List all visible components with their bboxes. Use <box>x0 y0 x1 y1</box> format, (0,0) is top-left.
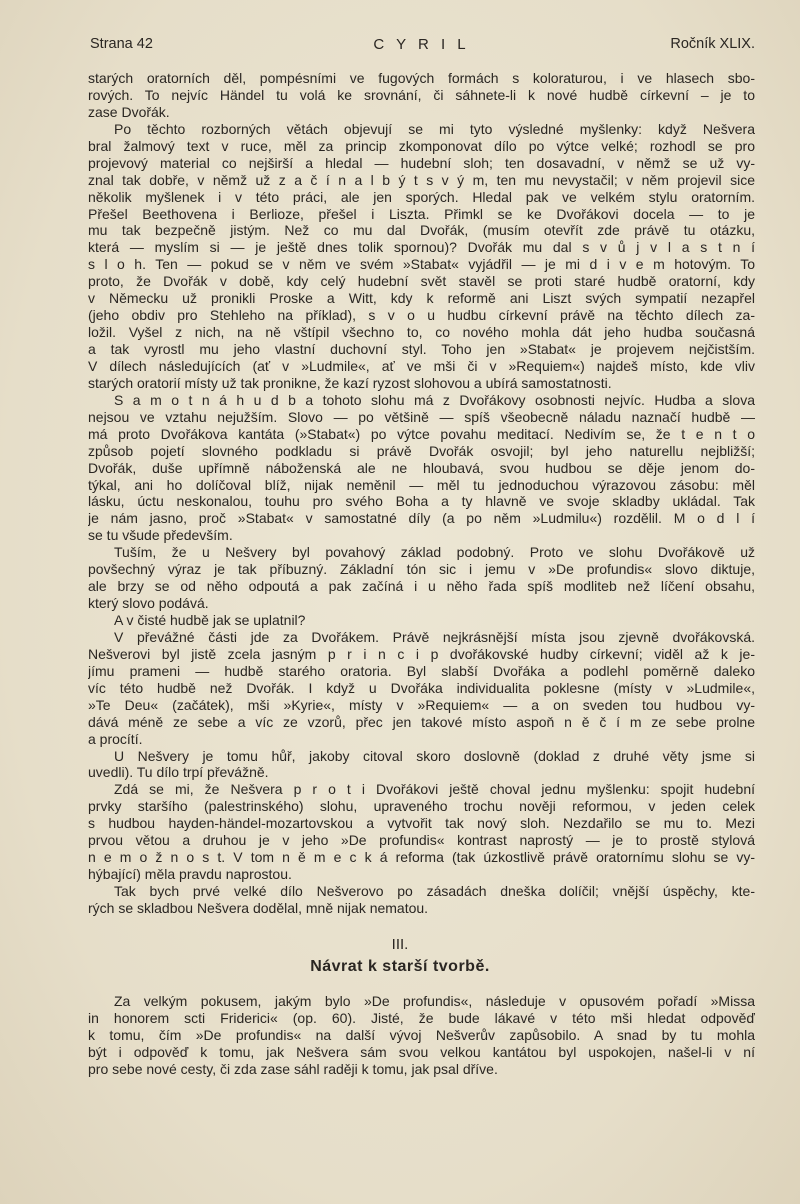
text-line: s l o h. Ten — pokud se v něm ve svém »Stabat« vyjádřil — je mi d i v e m hotovým. To <box>88 256 755 273</box>
text-line: Zdá se mi, že Nešvera p r o t i Dvořákovi ještě choval jednu myšlenku: spojit hudební <box>114 781 755 798</box>
text-line: Po těchto rozborných větách objevují se mi tyto výsledné myšlenky: když Nešvera <box>114 120 755 137</box>
text-line: V převážné části jde za Dvořákem. Právě nejkrásnější místa jsou zjevně dvořákovská. <box>114 628 755 645</box>
text-line: je nám jasno, proč »Stabat« v samostatné díly (a po něm »Ludmilu«) rozdělil. M o d l í <box>88 510 755 527</box>
text-line: Dvořák, duše upřímně náboženská ale ne hloubavá, svou hudbou se děje jenom do- <box>88 459 755 476</box>
text-line: dává méně ze sebe a víc ze vzorů, přec jen takové místo aspoň n ě č í m ze sebe prolne <box>88 713 755 730</box>
paragraph <box>88 544 755 612</box>
text-line: v Německu už pronikli Proske a Witt, kdy k reformě ani Liszt svých sympatií nezapřel <box>88 290 755 307</box>
text-line: starých oratorií místy už tak pronikne, že kazí ryzost slohovou a ubírá samostatnosti. <box>88 374 612 391</box>
text-line: a tak vyrostl mu jeho vlastní duchovní styl. Toho jen »Stabat« je projevem nejčistším. <box>88 341 755 357</box>
text-line: rových. To nejvíc Händel tu volá ke srovnání, či sáhnete-li k nové hudbě církevní – je to <box>88 86 755 103</box>
text-line: pro sebe nové cesty, či zda zase sáhl raději k tomu, jak psal dříve. <box>88 1060 498 1077</box>
text-line: způsob pojetí slovného podkladu si právě Dvořák osvojil; byl jeho naturellu nejbližší; <box>88 442 755 459</box>
paragraph <box>88 612 755 629</box>
text-line: lásku, úctu neskonalou, touhu pro svého Boha a ty hlavně ve svoje skladby ukládal. Tak <box>88 493 755 510</box>
text-line: Tak bych prvé velké dílo Nešverovo po zásadách dneška dolíčil; vnější úspěchy, kte- <box>114 883 755 899</box>
text-line: U Nešvery je tomu hůř, jakoby citoval skoro doslovně (doklad z druhé věty jsme si <box>114 747 755 764</box>
text-line: k tomu, čím »De profundis« na další vývoj Nešverův zapůsobilo. A snad by tu mohla <box>88 1026 755 1043</box>
text-line: A v čisté hudbě jak se uplatnil? <box>114 612 306 628</box>
running-header <box>88 36 755 56</box>
body-text-top <box>88 70 755 917</box>
text-line: rých se skladbou Nešvera dodělal, mně nijak nematou. <box>88 899 429 916</box>
paragraph <box>88 70 755 121</box>
text-line: jímu prameni — hudbě starého oratoria. Byl slabší Dvořáka a podlehl poměrně daleko <box>88 662 755 679</box>
volume-label: Ročník XLIX. <box>670 36 755 52</box>
text-line: která — myslím si — je ještě dnes tolik spornou)? Dvořák mu dal s v ů j v l a s t n í <box>88 239 755 256</box>
text-line: bral žalmový text v ruce, měl za princip zkomponovat dílo po výtce velké; rozhodl se pro <box>88 137 755 154</box>
text-line: n e m o ž n o s t. V tom n ě m e c k á reforma (tak úzkostlivě právě oratornímu slohu se vy- <box>88 849 755 866</box>
text-line: hýbající) měla pravdu naprostou. <box>88 866 292 883</box>
text-line: starých oratorních děl, pompésními ve fugových formách s koloraturou, i ve hlasech sbo- <box>88 70 755 86</box>
paragraph <box>88 121 755 392</box>
text-line: Za velkým pokusem, jakým bylo »De profundis«, následuje v opusovém pořadí »Missa <box>114 993 755 1009</box>
text-line: Nešverovi byl jistě zcela jasným p r i n c i p dvořákovské hudby církevní; viděl až k je- <box>88 645 755 662</box>
paragraph <box>88 748 755 782</box>
body-text-bottom <box>88 993 755 1078</box>
text-line: který slovo podává. <box>88 595 209 612</box>
paragraph <box>88 883 755 917</box>
section-number: III. <box>391 936 409 953</box>
paragraph <box>88 629 755 748</box>
text-line: projevový material co nejširší a hledal — hudební sloh; ten dosavadní, v němž se už vy- <box>88 154 755 171</box>
text-line: několik myšlenek i v této práci, ale jen sporých. Hledal pak ve velkém stylu oratorním. <box>88 188 755 205</box>
text-line: a procítí. <box>88 730 143 747</box>
text-line: nejsou ve vztahu nejužším. Slovo — po většině — spíš všeobecně náladu naznačí hudbě — <box>88 408 755 425</box>
text-line: prvky staršího (palestrinského) slohu, upraveného trochu nověji reformou, v jeden celek <box>88 798 755 815</box>
text-line: in honorem scti Friderici« (op. 60). Jisté, že bude lákavé v této mši hledat odpověď <box>88 1009 755 1026</box>
text-line: Přešel Beethovena i Berlioze, přešel i Liszta. Přimkl se ke Dvořákovi docela — to je <box>88 205 755 222</box>
text-line: zase Dvořák. <box>88 103 170 120</box>
paragraph <box>88 392 755 544</box>
text-line: prvou větou a druhou je v jeho »De profundis« kontrast naprostý — je to prostě stylová <box>88 832 755 849</box>
text-line: být i odpověď k tomu, jak Nešvera sám svou velkou kantátou byl uspokojen, našel-li v ní <box>88 1043 755 1060</box>
text-line: má proto Dvořákova kantáta (»Stabat«) po výtce povahu meditací. Nedivím se, že t e n t o <box>88 425 755 442</box>
text-line: proto, že Dvořák v době, kdy celý hudební svět stavěl se proti staré hudbě oratorní, kdy <box>88 273 755 290</box>
section-title: Návrat k starší tvorbě. <box>310 958 490 975</box>
text-line: se tu všude především. <box>88 527 233 544</box>
page-number: Strana 42 <box>90 36 153 52</box>
text-line: mu tak bezpečně jistým. Než co mu dal Dvořák, (musím otevřít zde právě tu otázku, <box>88 222 755 239</box>
text-line: ale brzy se od něho odpoutá a pak začíná i u něho řada spíš modliteb než líčení obsahu, <box>88 578 755 595</box>
text-line: týkal, ani ho dolíčoval blíž, nijak neměnil — měl tu jednoduchou výrazovou zásobu: měl <box>88 476 755 493</box>
text-line: uvedli). Tu dílo trpí převážně. <box>88 764 269 781</box>
text-line: S a m o t n á h u d b a tohoto slohu má z Dvořákovy osobnosti nejvíc. Hudba a slova <box>114 391 755 408</box>
text-line: Tuším, že u Nešvery byl povahový základ podobný. Proto ve slohu Dvořákově už <box>114 544 755 561</box>
text-line: s hudbou hayden-händel-mozartovskou a vytvořit tak nový sloh. Nezdařilo se mu to. Mezi <box>88 815 755 832</box>
text-line: ložil. Vyšel z nich, na ně vštípil všechno to, co nového mohla dát jeho hudba současná <box>88 324 755 341</box>
paragraph <box>88 993 755 1078</box>
text-line: »Te Deu« (začátek), mši »Kyrie«, místy v »Requiem« — a on sveden tou hudbou vy- <box>88 696 755 713</box>
text-line: V dílech následujících (ať v »Ludmile«, ať ve mši či v »Requiem«) najdeš místo, kde vliv <box>88 357 755 374</box>
text-line: znal tak dobře, v němž už z a č í n a l b ý t s v ý m, ten mu nevystačil; v něm projevil sice <box>88 171 755 188</box>
journal-title: C Y R I L <box>373 36 470 53</box>
paragraph <box>88 781 755 883</box>
text-line: povšechný výraz je tak příbuzný. Základní tón sic i jemu v »De profundis« slovo diktuje, <box>88 561 755 578</box>
text-line: (jeho obdiv pro Stehleho na příklad), s v o u hudbu církevní právě na těchto dílech za- <box>88 307 755 324</box>
text-line: víc této hudbě než Dvořák. I když u Dvořáka individualita poklesne (místy v »Ludmile«, <box>88 679 755 696</box>
